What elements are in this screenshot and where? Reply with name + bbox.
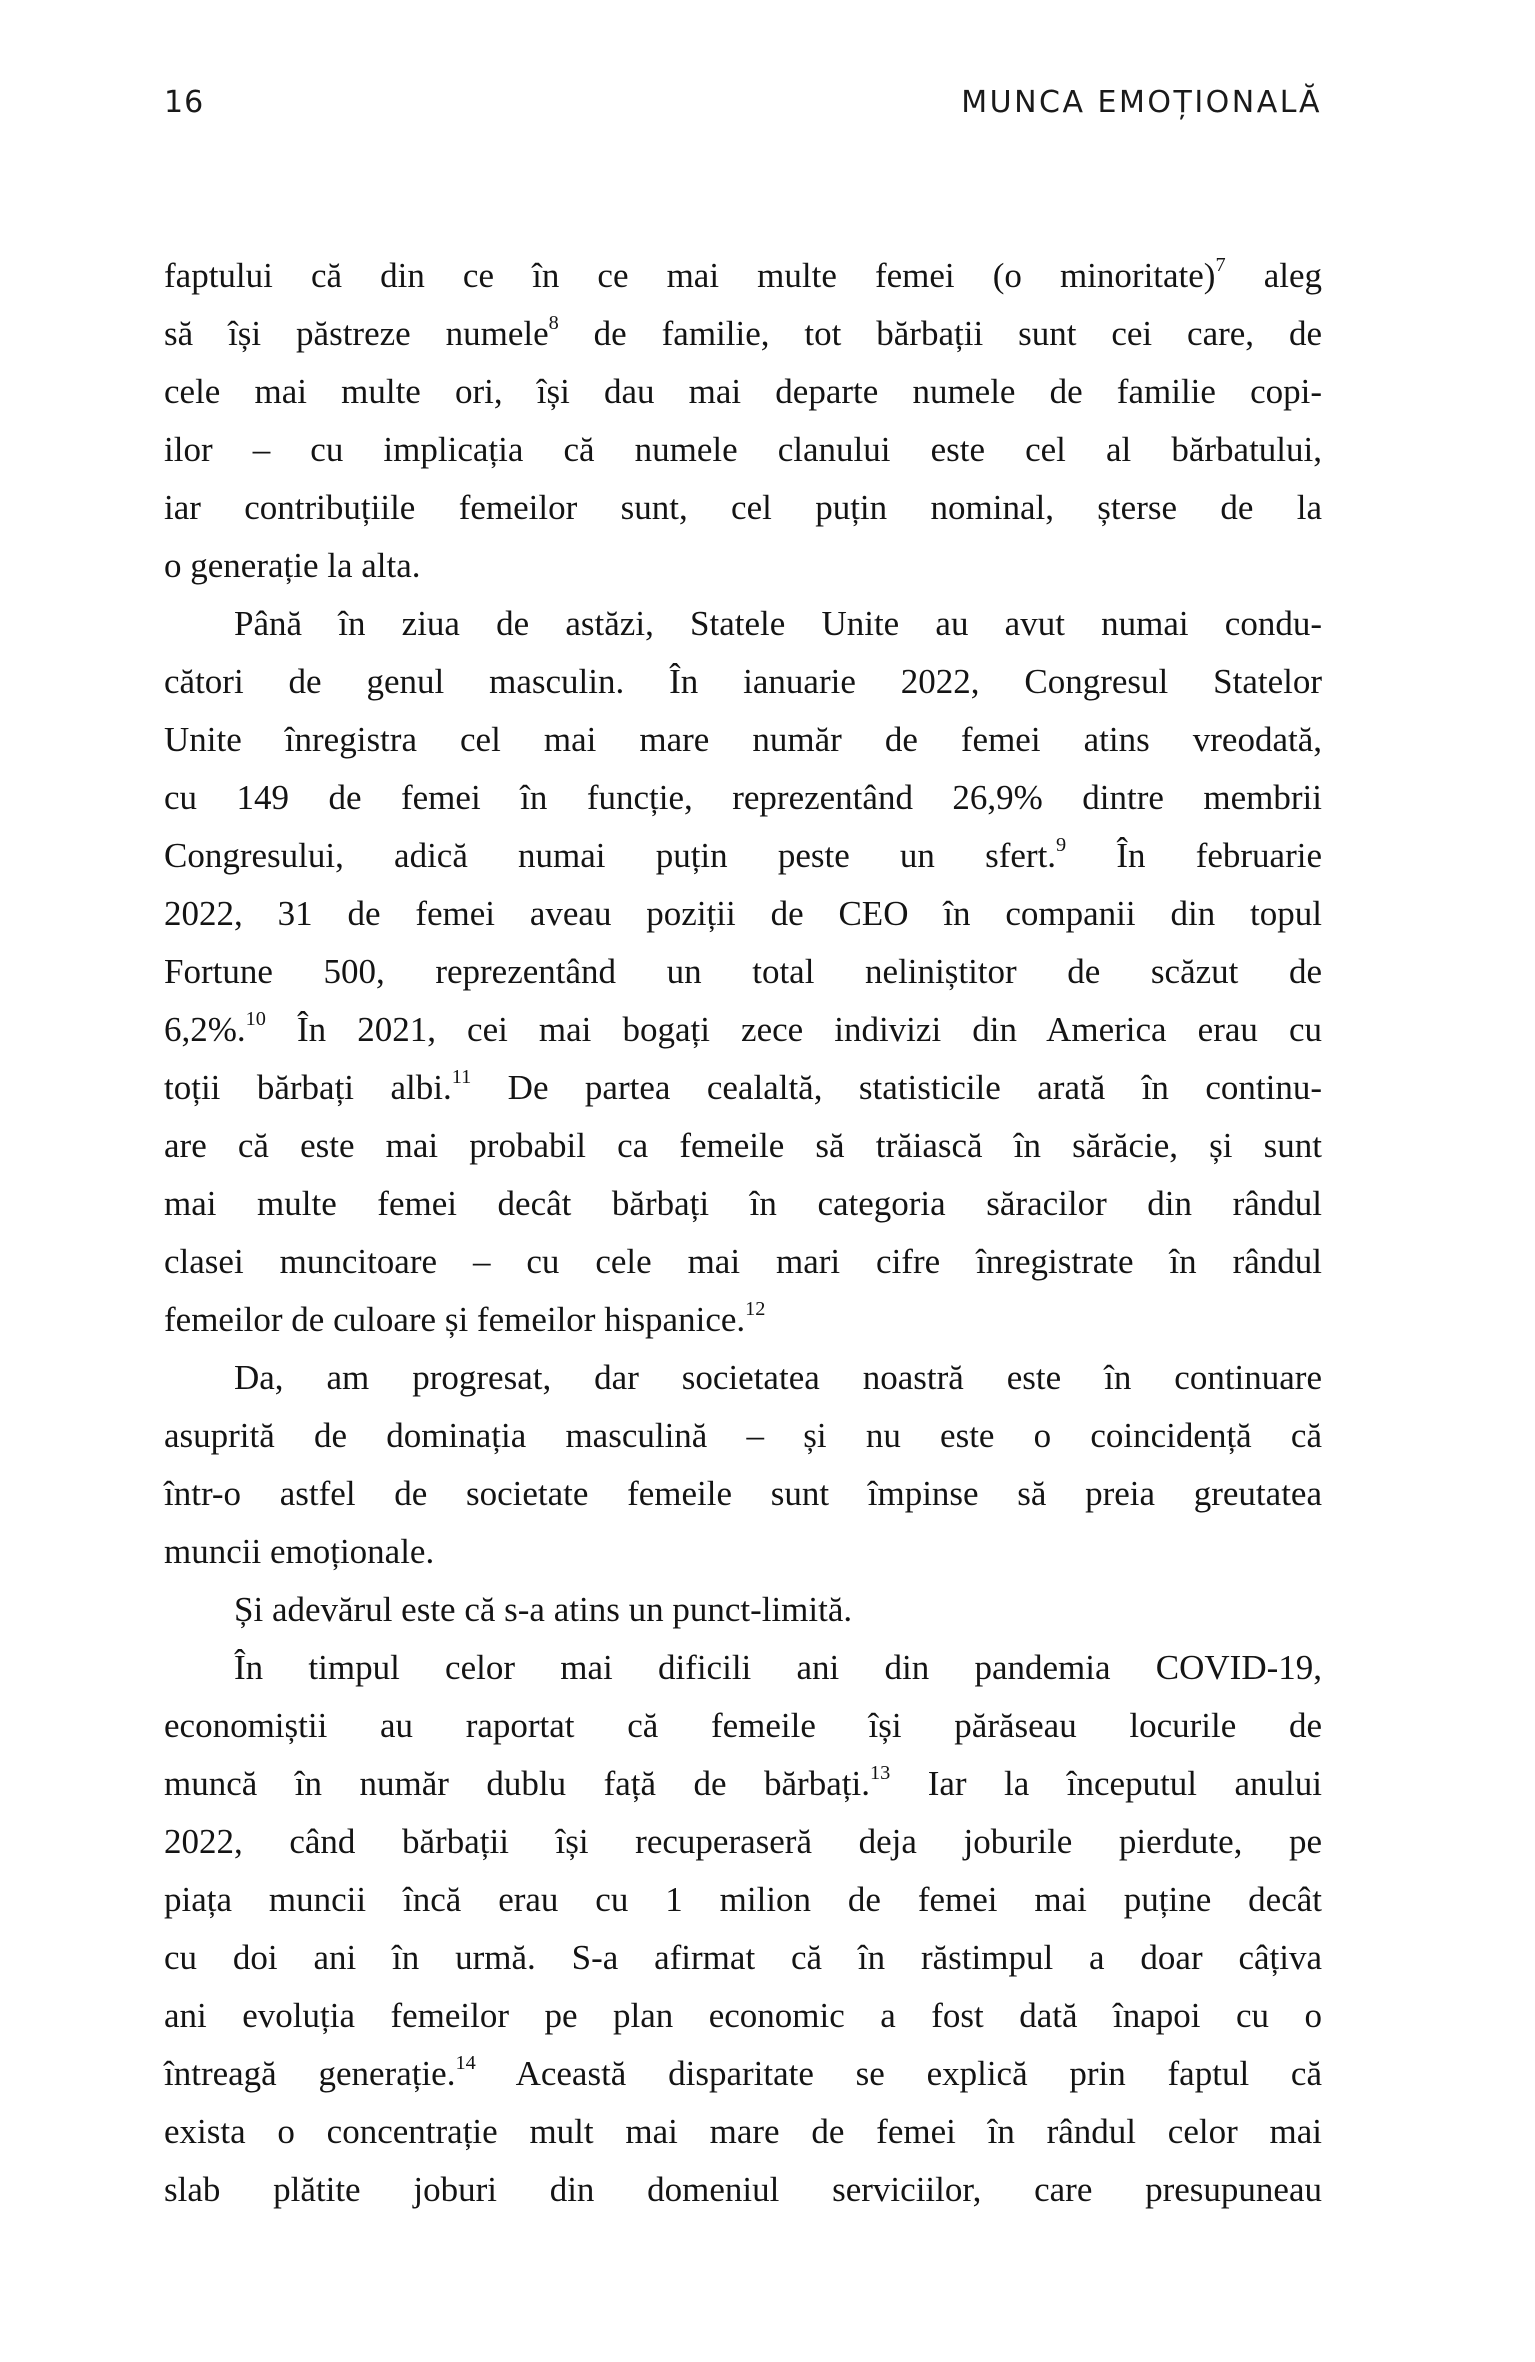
footnote-marker: 14 <box>455 2052 476 2075</box>
text-line: toții bărbați albi.$^{11}$ De partea cealaltă, statisticile arată în continu- <box>164 1066 1322 1107</box>
text-line: cători de genul masculin. În ianuarie 2022, Congresul Statelor <box>164 662 1322 701</box>
footnote-marker: 9 <box>1056 834 1067 857</box>
text-line: iar contribuțiile femeilor sunt, cel puțin nominal, șterse de la <box>164 488 1322 527</box>
text-line: într-o astfel de societate femeile sunt împinse să preia greutatea <box>164 1474 1322 1513</box>
text-line: o generație la alta. <box>164 546 421 585</box>
page-number: 16 <box>164 85 205 120</box>
footnote-marker: 12 <box>745 1298 766 1321</box>
page-header <box>164 86 1322 120</box>
footnote-marker: 10 <box>245 1008 266 1031</box>
text-line: femeilor de culoare și femeilor hispanice.$^{12}$ <box>164 1298 766 1339</box>
text-line: cu 149 de femei în funcție, reprezentând 26,9% dintre membrii <box>164 778 1322 817</box>
text-line: În timpul celor mai dificili ani din pandemia COVID-19, <box>234 1648 1322 1687</box>
footnote-marker: 11 <box>451 1066 472 1089</box>
text-line: economiștii au raportat că femeile își părăseau locurile de <box>164 1706 1322 1745</box>
text-line: clasei muncitoare – cu cele mai mari cifre înregistrate în rândul <box>164 1242 1322 1281</box>
text-line: are că este mai probabil ca femeile să trăiască în sărăcie, și sunt <box>164 1126 1322 1165</box>
footnote-marker: 7 <box>1215 254 1226 277</box>
page-text <box>164 247 1322 2219</box>
text-line: muncii emoționale. <box>164 1532 435 1571</box>
text-line: să își păstreze numele$^8$ de familie, tot bărbații sunt cei care, de <box>164 312 1322 353</box>
text-line: Până în ziua de astăzi, Statele Unite au avut numai condu- <box>234 604 1322 643</box>
text-line: cele mai multe ori, își dau mai departe numele de familie copi- <box>164 372 1322 411</box>
text-line: Unite înregistra cel mai mare număr de femei atins vreodată, <box>164 720 1322 759</box>
text-line: Și adevărul este că s-a atins un punct-limită. <box>234 1590 853 1629</box>
text-line: muncă în număr dublu față de bărbați.$^{13}$ Iar la începutul anului <box>164 1762 1322 1803</box>
text-line: slab plătite joburi din domeniul serviciilor, care presupuneau <box>164 2170 1322 2209</box>
text-line: 2022, 31 de femei aveau poziții de CEO în companii din topul <box>164 894 1322 933</box>
text-line: 2022, când bărbații își recuperaseră deja joburile pierdute, pe <box>164 1822 1322 1861</box>
text-line: cu doi ani în urmă. S-a afirmat că în răstimpul a doar câțiva <box>164 1938 1322 1977</box>
text-line: 6,2%.$^{10}$ În 2021, cei mai bogați zece indivizi din America erau cu <box>164 1008 1322 1049</box>
text-line: asuprită de dominația masculină – și nu este o coincidență că <box>164 1416 1322 1455</box>
text-line: exista o concentrație mult mai mare de femei în rândul celor mai <box>164 2112 1322 2151</box>
running-title: MUNCA EMOȚIONALĂ <box>961 85 1322 120</box>
text-line: întreagă generație.$^{14}$ Această disparitate se explică prin faptul că <box>164 2052 1322 2093</box>
text-line: Fortune 500, reprezentând un total neliniștitor de scăzut de <box>164 952 1322 991</box>
footnote-marker: 13 <box>869 1762 891 1785</box>
text-line: ani evoluția femeilor pe plan economic a fost dată înapoi cu o <box>164 1996 1322 2035</box>
text-line: mai multe femei decât bărbați în categoria săracilor din rândul <box>164 1184 1322 1223</box>
footnote-marker: 8 <box>548 312 559 335</box>
text-line: Da, am progresat, dar societatea noastră este în continuare <box>234 1358 1322 1397</box>
text-line: piața muncii încă erau cu 1 milion de femei mai puține decât <box>164 1880 1322 1919</box>
text-line: Congresului, adică numai puțin peste un sfert.$^9$ În februarie <box>164 834 1322 875</box>
text-line: ilor – cu implicația că numele clanului este cel al bărbatului, <box>164 430 1322 469</box>
text-line: faptului că din ce în ce mai multe femei (o minoritate)$^7$ aleg <box>164 254 1322 295</box>
